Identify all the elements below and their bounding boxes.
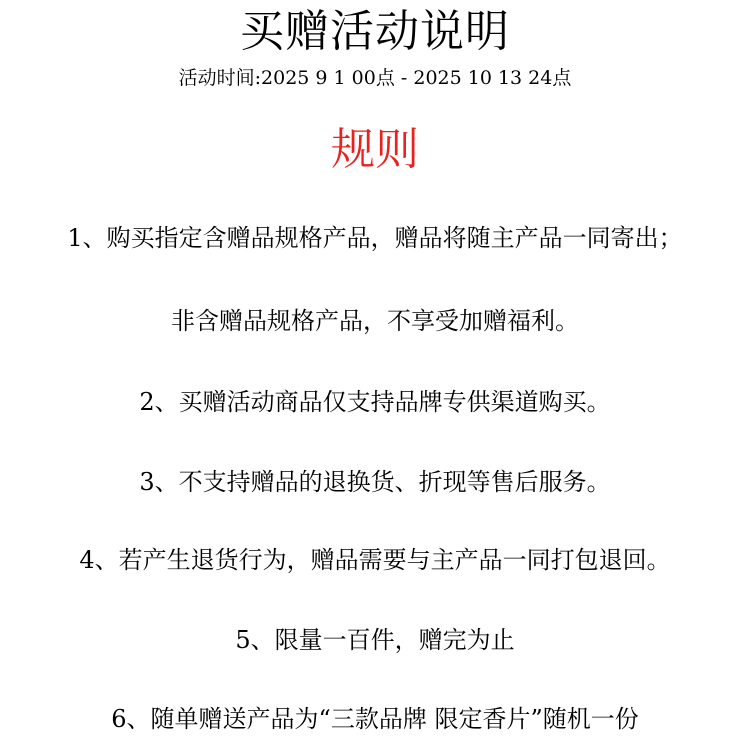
activity-time: 活动时间:2025 9 1 00点 - 2025 10 13 24点 — [178, 67, 572, 89]
rule-item-5: 5、限量一百件，赠完为止 — [235, 626, 515, 654]
rule-item-3: 3、不支持赠品的退换货、折现等售后服务。 — [139, 468, 611, 496]
rule-item-4: 4、若产生退货行为，赠品需要与主产品一同打包退回。 — [79, 546, 671, 574]
rule-item-2: 2、买赠活动商品仅支持品牌专供渠道购买。 — [139, 388, 611, 416]
rule-item-1: 1、购买指定含赠品规格产品，赠品将随主产品一同寄出； — [67, 224, 683, 252]
rule-item-6: 6、随单赠送产品为“三款品牌 限定香片”随机一份 — [111, 705, 639, 733]
page-title: 买赠活动说明 — [240, 6, 510, 57]
rules-heading: 规则 — [331, 124, 419, 175]
rule-item-1-continued: 非含赠品规格产品，不享受加赠福利。 — [171, 307, 579, 335]
